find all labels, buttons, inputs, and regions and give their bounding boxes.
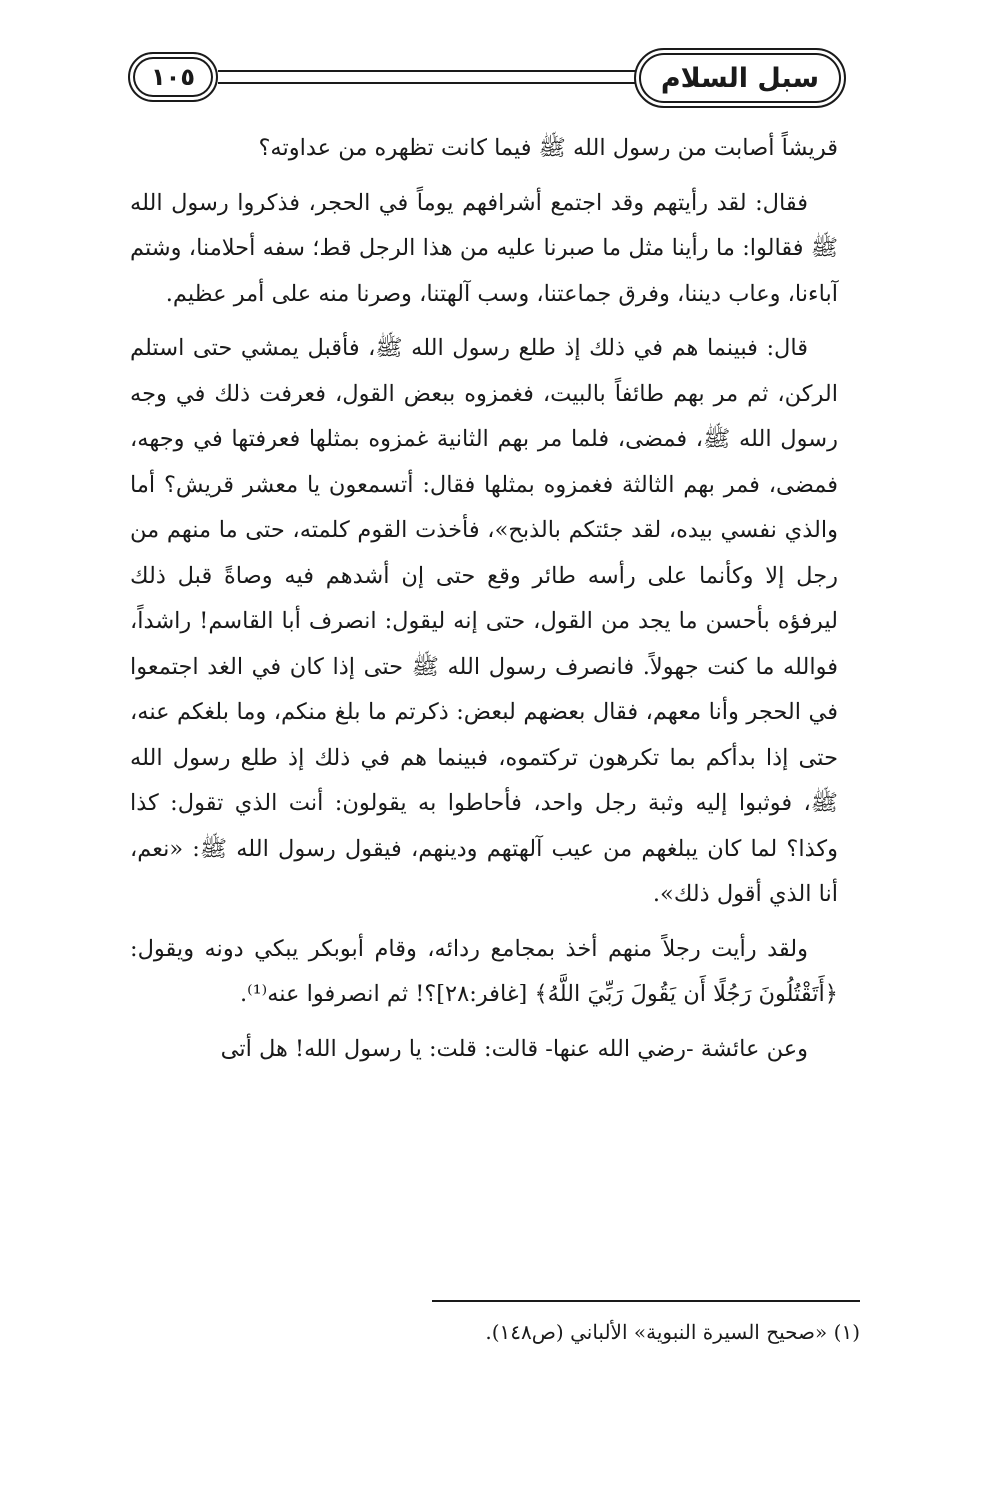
- page-number-frame: [128, 52, 218, 102]
- paragraph: قال: فبينما هم في ذلك إذ طلع رسول الله ﷺ، فأقبل يمشي حتى استلم الركن، ثم مر بهم طائفاً بالبيت، فغمزوه ببعض القول، فعرفت ذلك في وجه رسول الله ﷺ، فمضى، فلما مر بهم الثانية غمزوه بمثلها فعرفتها في وجهه، فمضى، فمر بهم الثالثة فغمزوه بمثلها فقال: أتسمعون يا معشر قريش؟ أما والذي نفسي بيده، لقد جئتكم بالذبح»، فأخذت القوم كلمته، حتى ما منهم من رجل إلا وكأنما على رأسه طائر وقع حتى إن أشدهم فيه وصاةً قبل ذلك ليرفؤه بأحسن ما يجد من القول، حتى إنه ليقول: انصرف أبا القاسم! راشداً، فوالله ما كنت جهولاً. فانصرف رسول الله ﷺ حتى إذا كان في الغد اجتمعوا في الحجر وأنا معهم، فقال بعضهم لبعض: ذكرتم ما بلغ منكم، وما بلغكم عنه، حتى إذا بدأكم بما تكرهون تركتموه، فبينما هم في ذلك إذ طلع رسول الله ﷺ، فوثبوا إليه وثبة رجل واحد، فأحاطوا به يقولون: أنت الذي تقول: كذا وكذا؟ لما كان يبلغهم من عيب آلهتهم ودينهم، فيقول رسول الله ﷺ: «نعم، أنا الذي أقول ذلك».: [130, 335, 838, 907]
- main-text: [130, 126, 838, 1081]
- footnote: (١) «صحيح السيرة النبوية» الألباني (ص١٤٨).: [485, 1320, 860, 1344]
- footnote-separator: [432, 1300, 860, 1302]
- book-title: سبل السلام: [660, 62, 820, 94]
- paragraph: وعن عائشة -رضي الله عنها- قالت: قلت: يا رسول الله! هل أتى: [220, 1035, 808, 1062]
- page-number: ١٠٥: [151, 63, 195, 91]
- header-rule: [218, 70, 636, 84]
- book-title-frame: [634, 48, 846, 108]
- paragraph: قريشاً أصابت من رسول الله ﷺ فيما كانت تظهره من عداوته؟: [258, 135, 838, 161]
- paragraph: ولقد رأيت رجلاً منهم أخذ بمجامع ردائه، وقام أبوبكر يبكي دونه ويقول: ﴿أَتَقْتُلُونَ رَجُلًا أَن يَقُولَ رَبِّيَ اللَّهُ﴾ [غافر:٢٨]؟! ثم انصرفوا عنه⁽¹⁾.: [130, 935, 838, 1007]
- page-header: [118, 48, 846, 112]
- paragraph: فقال: لقد رأيتهم وقد اجتمع أشرافهم يوماً في الحجر، فذكروا رسول الله ﷺ فقالوا: ما رأينا مثل ما صبرنا عليه من هذا الرجل قط؛ سفه أحلامنا، وشتم آباءنا، وعاب ديننا، وفرق جماعتنا، وسب آلهتنا، وصرنا منه على أمر عظيم.: [130, 189, 838, 307]
